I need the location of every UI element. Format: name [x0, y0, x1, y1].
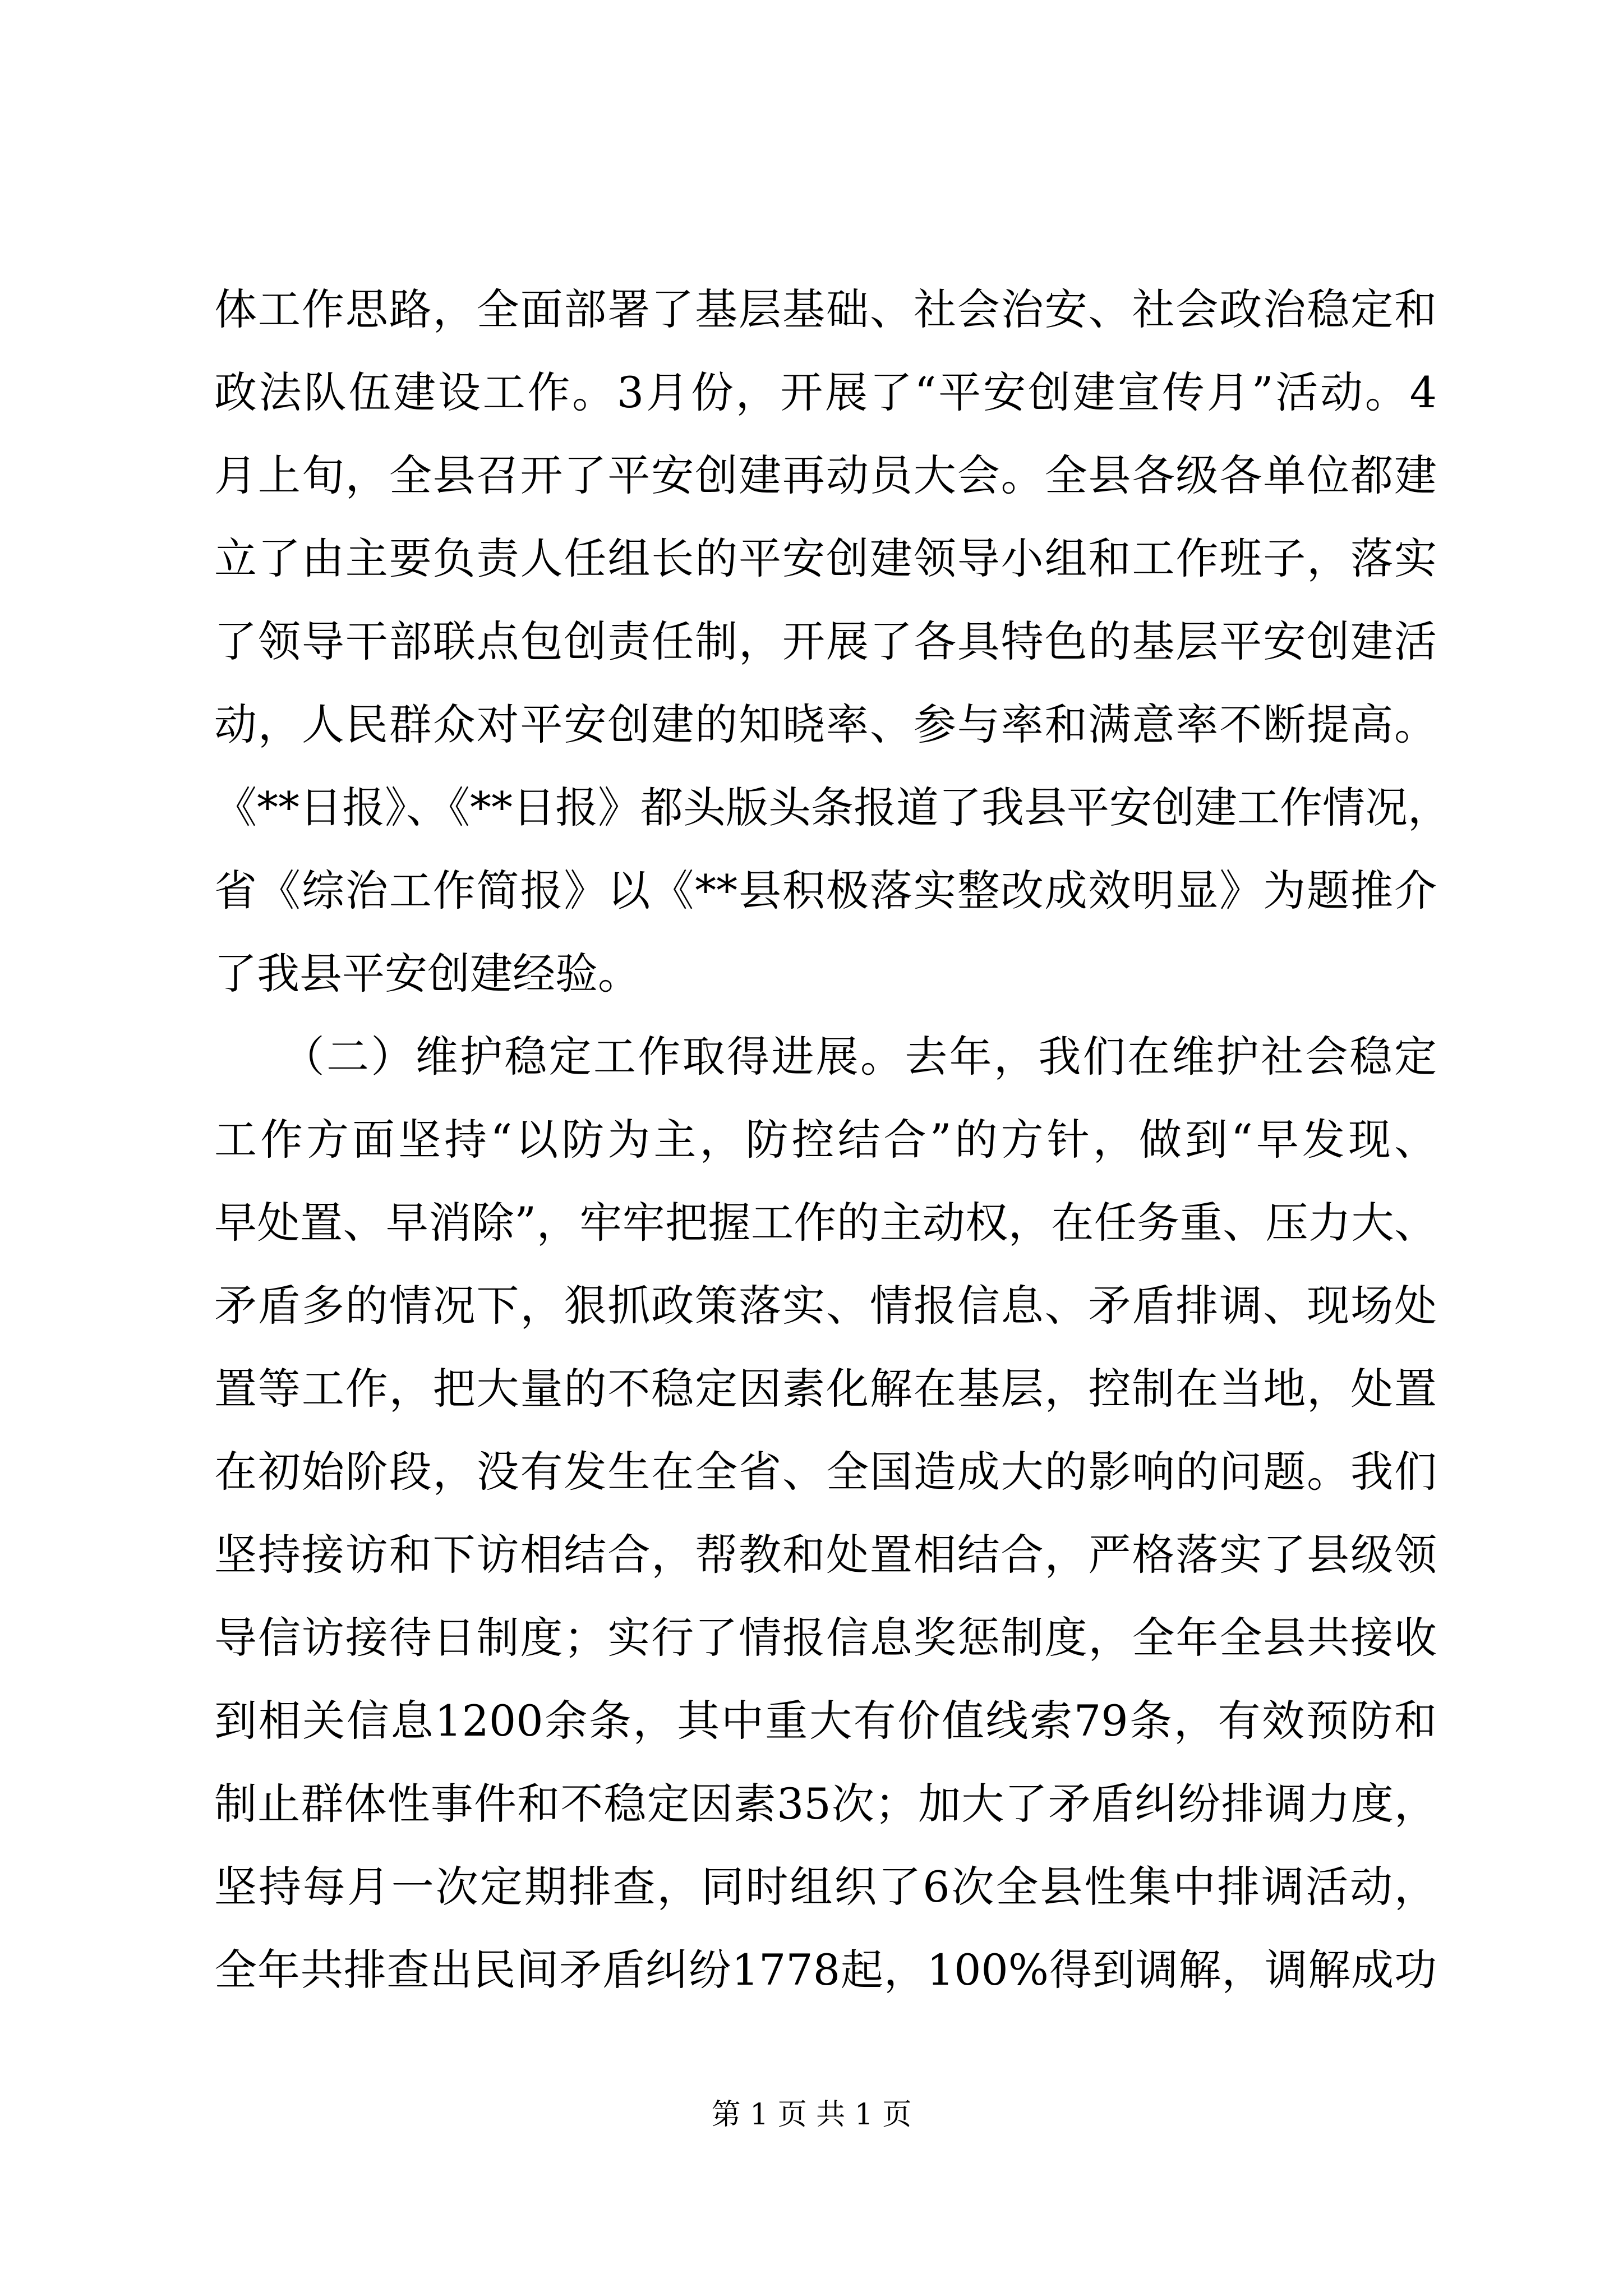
text-line: 省《综治工作简报》以《**县积极落实整改成效明显》为题推介: [214, 866, 1437, 915]
text-line: 了我县平安创建经验。: [214, 949, 640, 999]
text-line: 坚持接访和下访相结合，帮教和处置相结合，严格落实了县级领: [214, 1530, 1437, 1580]
text-line: 导信访接待日制度；实行了情报信息奖惩制度，全年全县共接收: [214, 1613, 1437, 1663]
text-line: 了领导干部联点包创责任制，开展了各具特色的基层平安创建活: [214, 616, 1437, 666]
text-line: 在初始阶段，没有发生在全省、全国造成大的影响的问题。我们: [214, 1447, 1437, 1497]
text-line: 到相关信息1200余条，其中重大有价值线索79条，有效预防和: [214, 1696, 1437, 1746]
text-line: 全年共排查出民间矛盾纠纷1778起，100%得到调解，调解成功: [214, 1945, 1437, 1995]
text-line: 《**日报》、《**日报》都头版头条报道了我县平安创建工作情况，: [214, 783, 1450, 832]
text-line: 早处置、早消除”，牢牢把握工作的主动权，在任务重、压力大、: [214, 1198, 1437, 1248]
text-line: 矛盾多的情况下，狠抓政策落实、情报信息、矛盾排调、现场处: [214, 1281, 1437, 1331]
text-line: 置等工作，把大量的不稳定因素化解在基层，控制在当地，处置: [214, 1364, 1437, 1414]
text-line: 动，人民群众对平安创建的知晓率、参与率和满意率不断提高。: [214, 700, 1437, 749]
document-body: [214, 268, 1450, 2012]
text-line: 制止群体性事件和不稳定因素35次；加大了矛盾纠纷排调力度，: [214, 1779, 1437, 1829]
text-line: 体工作思路，全面部署了基层基础、社会治安、社会政治稳定和: [214, 284, 1437, 334]
text-line: 政法队伍建设工作。3月份，开展了“平安创建宣传月”活动。4: [214, 367, 1437, 417]
text-line: 立了由主要负责人任组长的平安创建领导小组和工作班子，落实: [214, 533, 1437, 583]
text-line: 月上旬，全县召开了平安创建再动员大会。全县各级各单位都建: [214, 450, 1437, 500]
text-line: 工作方面坚持“以防为主，防控结合”的方针，做到“早发现、: [214, 1115, 1437, 1165]
page-number-footer: 第 1 页 共 1 页: [711, 2098, 912, 2132]
paragraph-heading-line: （二）维护稳定工作取得进展。去年，我们在维护社会稳定: [214, 1032, 1437, 1082]
text-line: 坚持每月一次定期排查，同时组织了6次全县性集中排调活动，: [214, 1862, 1437, 1912]
